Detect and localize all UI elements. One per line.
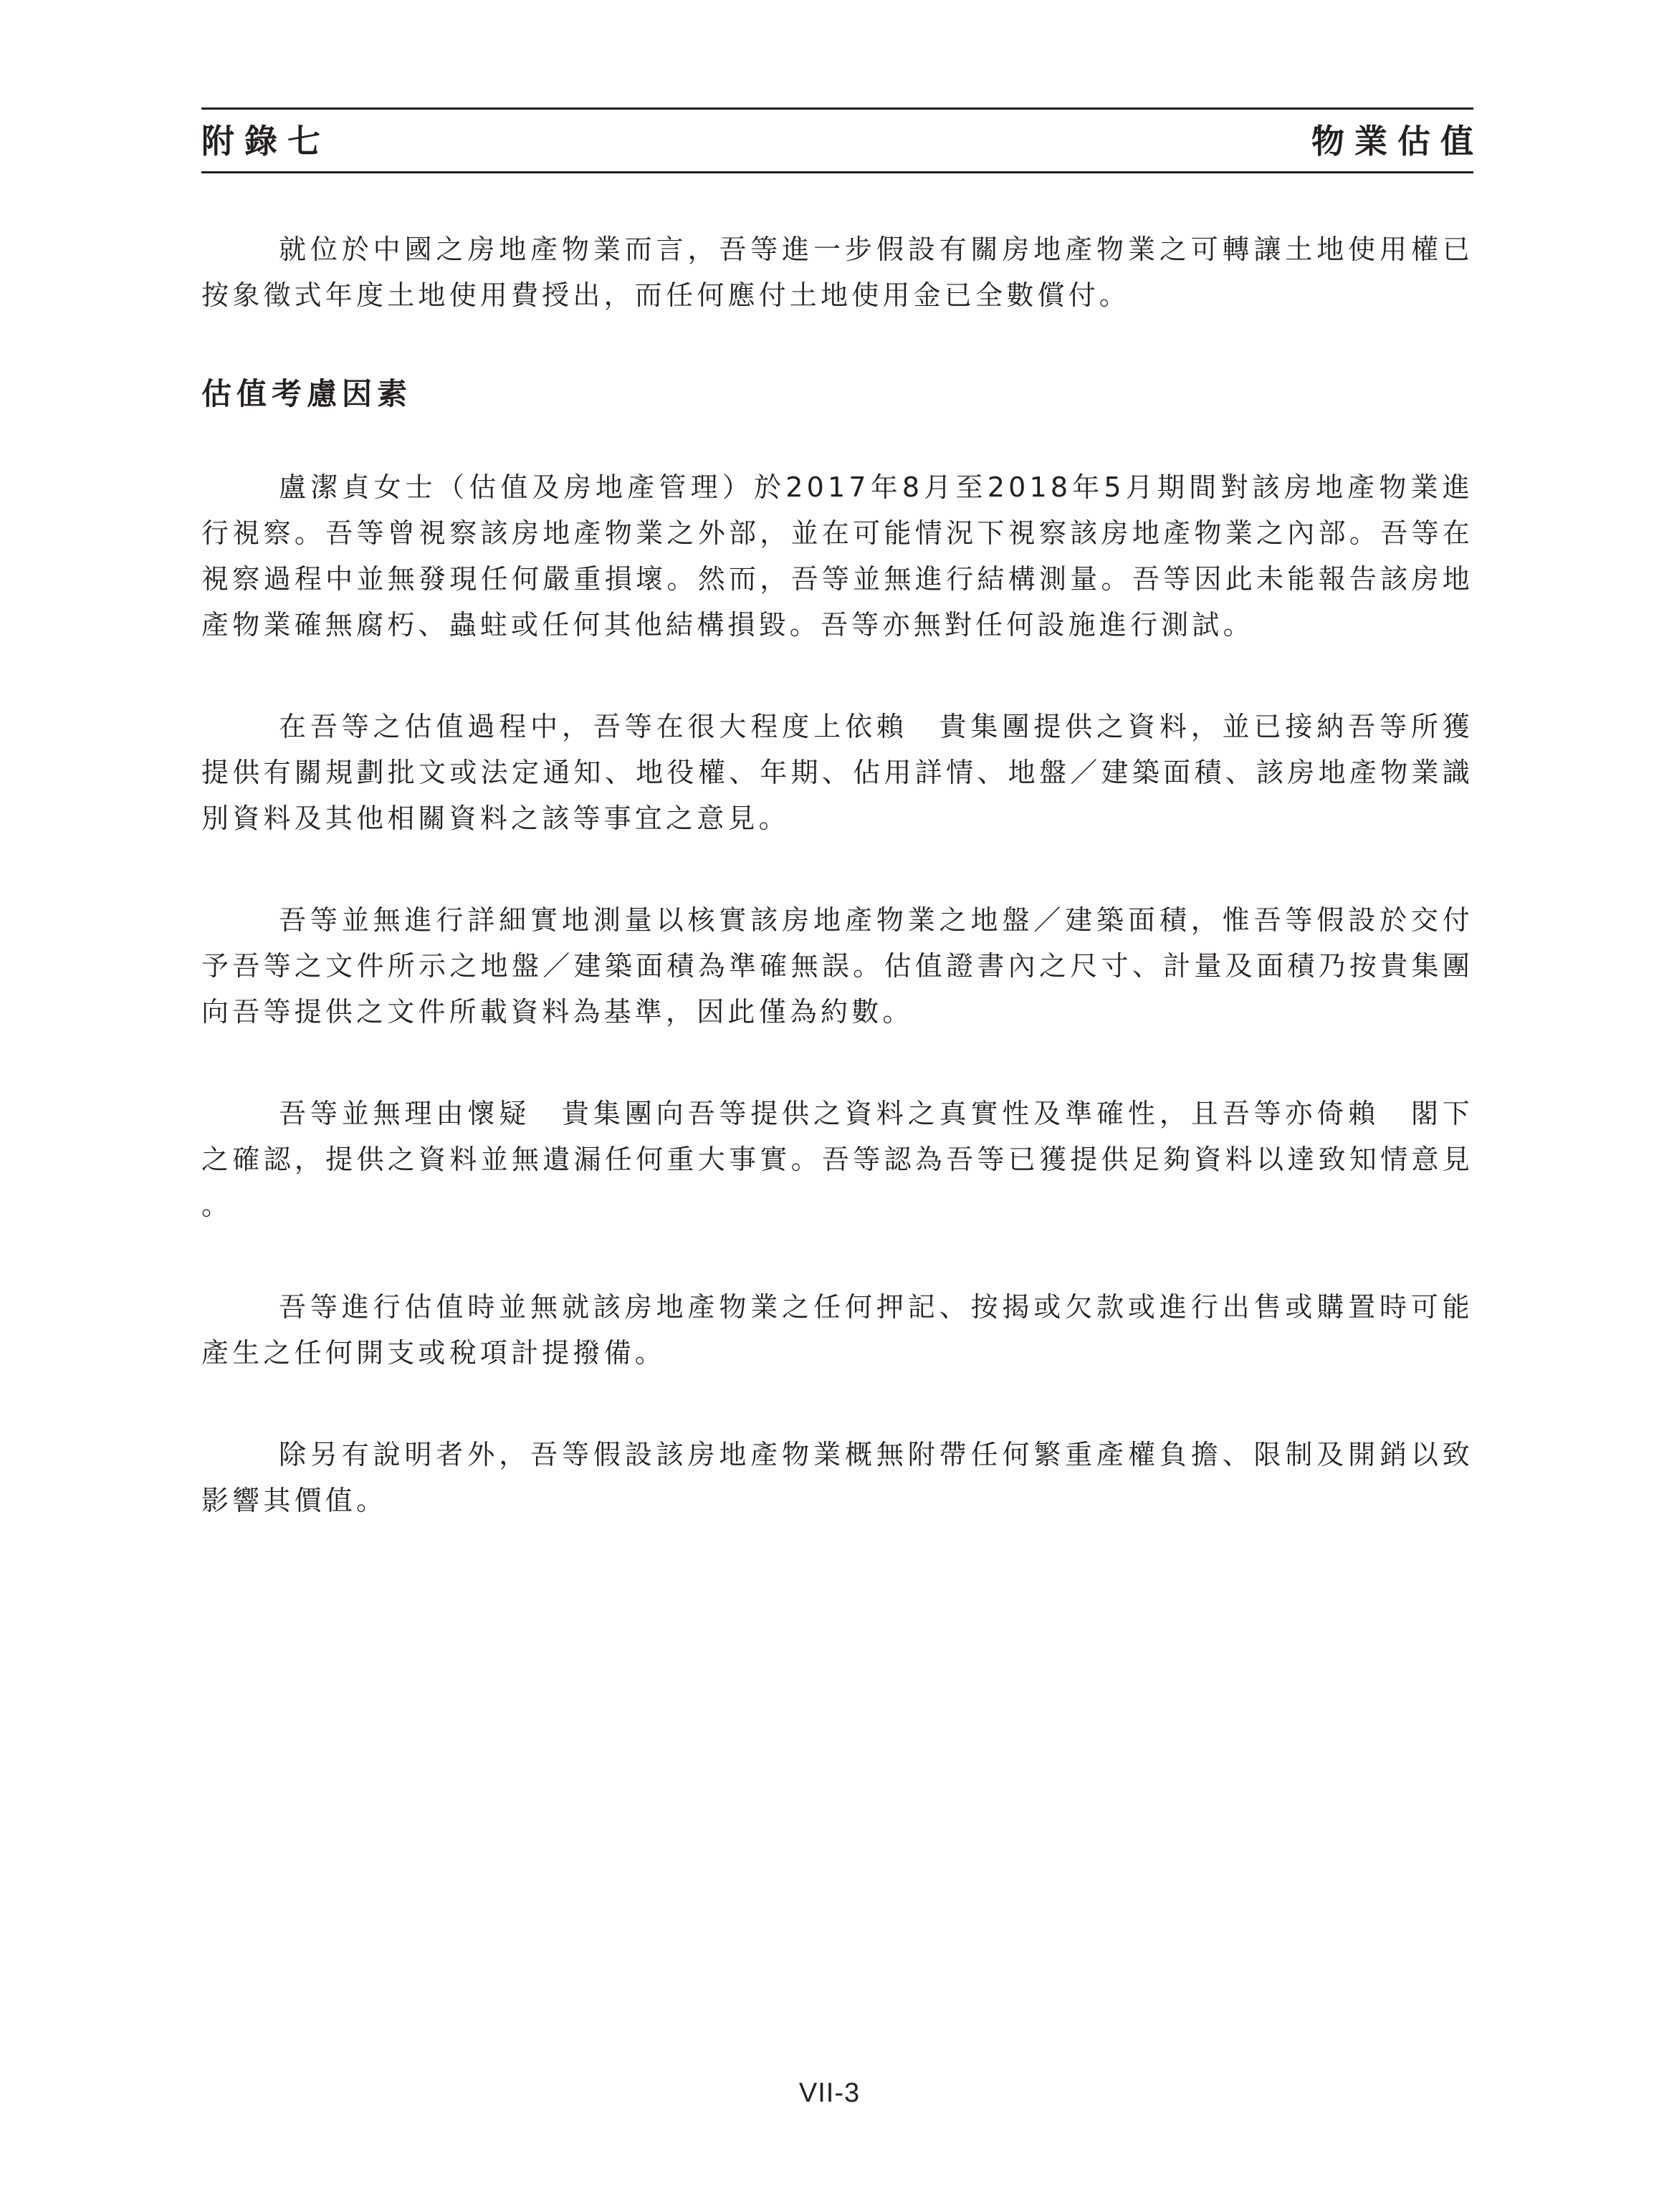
- paragraph-reliance-on-information: 在吾等之估值過程中，吾等在很大程度上依賴 貴集團提供之資料，並已接納吾等所獲提供有關規劃批文或法定通知、地役權、年期、佔用詳情、地盤／建築面積、該房地產物業識別資料及其他相關資料之該等事宜之意見。: [201, 711, 1473, 834]
- appendix-title: 附錄七: [201, 122, 330, 161]
- paragraph-inspection: 盧潔貞女士（估值及房地產管理）於2017年8月至2018年5月期間對該房地產物業進行視察。吾等曾視察該房地產物業之外部，並在可能情況下視察該房地產物業之內部。吾等在視察過程中並無發現任何嚴重損壞。然而，吾等並無進行結構測量。吾等因此未能報告該房地產物業確無腐朽、蟲蛀或任何其他結構損毀。吾等亦無對任何設施進行測試。: [201, 471, 1473, 641]
- page-number: VII-3: [798, 2078, 861, 2108]
- paragraph-encumbrances: 除另有說明者外，吾等假設該房地產物業概無附帶任何繁重產權負擔、限制及開銷以致影響其價值。: [201, 1439, 1473, 1516]
- section-title: 物業估值: [1311, 122, 1483, 161]
- section-heading: 估值考慮因素: [201, 376, 413, 411]
- paragraph-charges-and-taxes: 吾等進行估值時並無就該房地產物業之任何押記、按揭或欠款或進行出售或購置時可能產生之任何開支或稅項計提撥備。: [201, 1291, 1473, 1369]
- paragraph-accuracy-of-information: 吾等並無理由懷疑 貴集團向吾等提供之資料之真實性及準確性，且吾等亦倚賴 閣下之確認，提供之資料並無遺漏任何重大事實。吾等認為吾等已獲提供足夠資料以達致知情意見。: [201, 1098, 1473, 1221]
- paragraph-land-use-rights: 就位於中國之房地產物業而言，吾等進一步假設有關房地產物業之可轉讓土地使用權已按象徵式年度土地使用費授出，而任何應付土地使用金已全數償付。: [201, 234, 1473, 311]
- page-header: [201, 107, 1483, 173]
- page-body: [201, 226, 1473, 1523]
- paragraph-site-measurement: 吾等並無進行詳細實地測量以核實該房地產物業之地盤／建築面積，惟吾等假設於交付予吾等之文件所示之地盤／建築面積為準確無誤。估值證書內之尺寸、計量及面積乃按貴集團向吾等提供之文件所載資料為基準，因此僅為約數。: [201, 904, 1473, 1028]
